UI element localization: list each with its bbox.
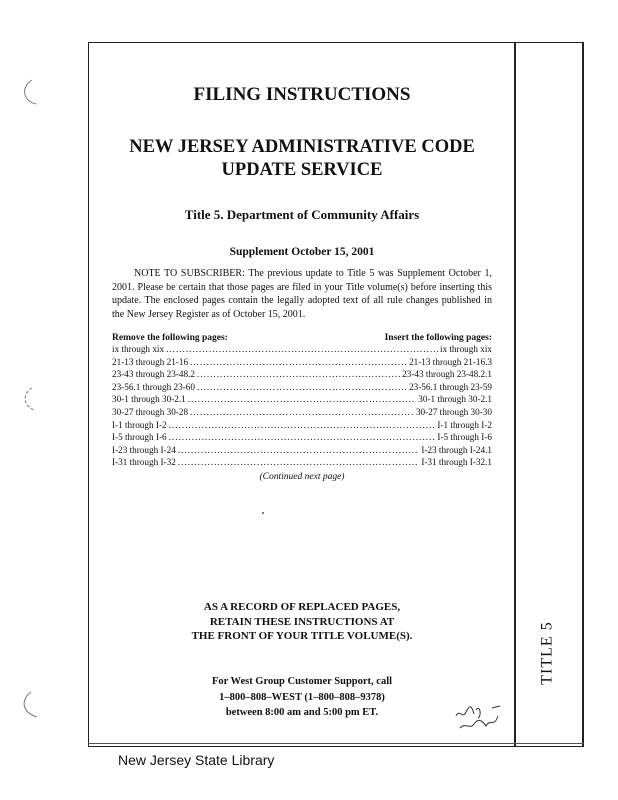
insert-pages: 21-13 through 21-16.3 <box>409 356 492 367</box>
remove-pages: I-5 through I-6 <box>112 432 167 443</box>
pages-row <box>112 368 492 381</box>
remove-header: Remove the following pages: <box>112 333 228 343</box>
pages-table-header <box>112 333 492 343</box>
remove-pages: 23-43 through 23-48.2 <box>112 369 195 380</box>
pages-row <box>112 356 492 369</box>
leader-dots <box>190 356 407 369</box>
pages-row <box>112 343 492 356</box>
leader-dots <box>190 406 414 419</box>
punch-hole-mark-top <box>18 78 44 108</box>
leader-dots <box>178 456 420 469</box>
insert-pages: I-31 through I-32.1 <box>421 457 492 468</box>
code-heading-line2: UPDATE SERVICE <box>221 160 383 180</box>
insert-pages: I-1 through I-2 <box>437 419 492 430</box>
punch-hole-mark-bottom <box>18 690 44 720</box>
insert-pages: I-5 through I-6 <box>437 432 492 443</box>
record-instructions <box>112 600 492 644</box>
bottom-rule <box>88 743 584 744</box>
remove-pages: ix through xix <box>112 344 165 354</box>
title-tab <box>528 598 568 708</box>
handwritten-initials-scribble <box>452 698 507 734</box>
pages-table <box>112 343 492 469</box>
note-to-subscriber: NOTE TO SUBSCRIBER: The previous update to Title 5 was Supplement October 1, 2001. Please be certain that those pages are filed in your Title volume(s) before inserting this update. The enclosed pages contain the legally adopted text of all rule changes published in the New Jersey Register as of October 15, 2001. <box>112 268 492 320</box>
support-phone: 1–800–808–WEST (1–800–808–9378) <box>219 691 385 703</box>
code-heading <box>112 136 492 182</box>
title-tab-label: TITLE 5 <box>539 621 557 685</box>
record-line3: THE FRONT OF YOUR TITLE VOLUME(S). <box>191 630 413 642</box>
remove-pages: I-31 through I-32 <box>112 457 176 468</box>
leader-dots <box>178 444 420 457</box>
insert-pages: 23-56.1 through 23-59 <box>409 381 492 392</box>
main-content <box>112 80 492 482</box>
leader-dots <box>166 343 438 356</box>
record-line2: RETAIN THESE INSTRUCTIONS AT <box>209 615 395 628</box>
remove-pages: 30-1 through 30-2.1 <box>112 394 186 405</box>
supplement-heading: Supplement October 15, 2001 <box>229 246 375 258</box>
tab-divider <box>514 42 516 747</box>
leader-dots <box>169 419 436 432</box>
insert-pages: I-23 through I-24.1 <box>421 444 492 455</box>
insert-pages: 23-43 through 23-48.2.1 <box>402 369 492 380</box>
customer-support <box>112 674 492 721</box>
insert-pages: ix through xix <box>439 344 492 354</box>
leader-dots <box>197 368 400 381</box>
filing-instructions-heading: FILING INSTRUCTIONS <box>193 84 411 105</box>
pages-row <box>112 406 492 419</box>
insert-pages: 30-27 through 30-30 <box>415 406 492 417</box>
footer-library-name: New Jersey State Library <box>118 752 275 768</box>
leader-dots <box>169 431 436 444</box>
remove-pages: 23-56.1 through 23-60 <box>112 381 195 392</box>
record-line1: AS A RECORD OF REPLACED PAGES, <box>203 601 401 613</box>
remove-pages: 30-27 through 30-28 <box>112 406 189 417</box>
pages-row <box>112 431 492 444</box>
stray-mark <box>262 512 264 514</box>
pages-row <box>112 381 492 394</box>
leader-dots <box>188 393 417 406</box>
continued-note: (Continued next page) <box>259 471 345 482</box>
support-hours: between 8:00 am and 5:00 pm ET. <box>225 707 379 718</box>
pages-row <box>112 444 492 457</box>
page-border-right <box>582 42 584 747</box>
insert-header: Insert the following pages: <box>384 333 492 343</box>
remove-pages: 21-13 through 21-16 <box>112 356 189 367</box>
code-heading-line1: NEW JERSEY ADMINISTRATIVE CODE <box>129 137 475 157</box>
leader-dots <box>197 381 407 394</box>
title-heading: Title 5. Department of Community Affairs <box>184 207 420 222</box>
punch-hole-mark-middle <box>18 385 44 415</box>
support-line1: For West Group Customer Support, call <box>211 676 393 687</box>
remove-pages: I-1 through I-2 <box>112 419 167 430</box>
pages-row <box>112 456 492 469</box>
remove-pages: I-23 through I-24 <box>112 444 176 455</box>
insert-pages: 30-1 through 30-2.1 <box>418 394 492 405</box>
pages-row <box>112 393 492 406</box>
pages-row <box>112 419 492 432</box>
